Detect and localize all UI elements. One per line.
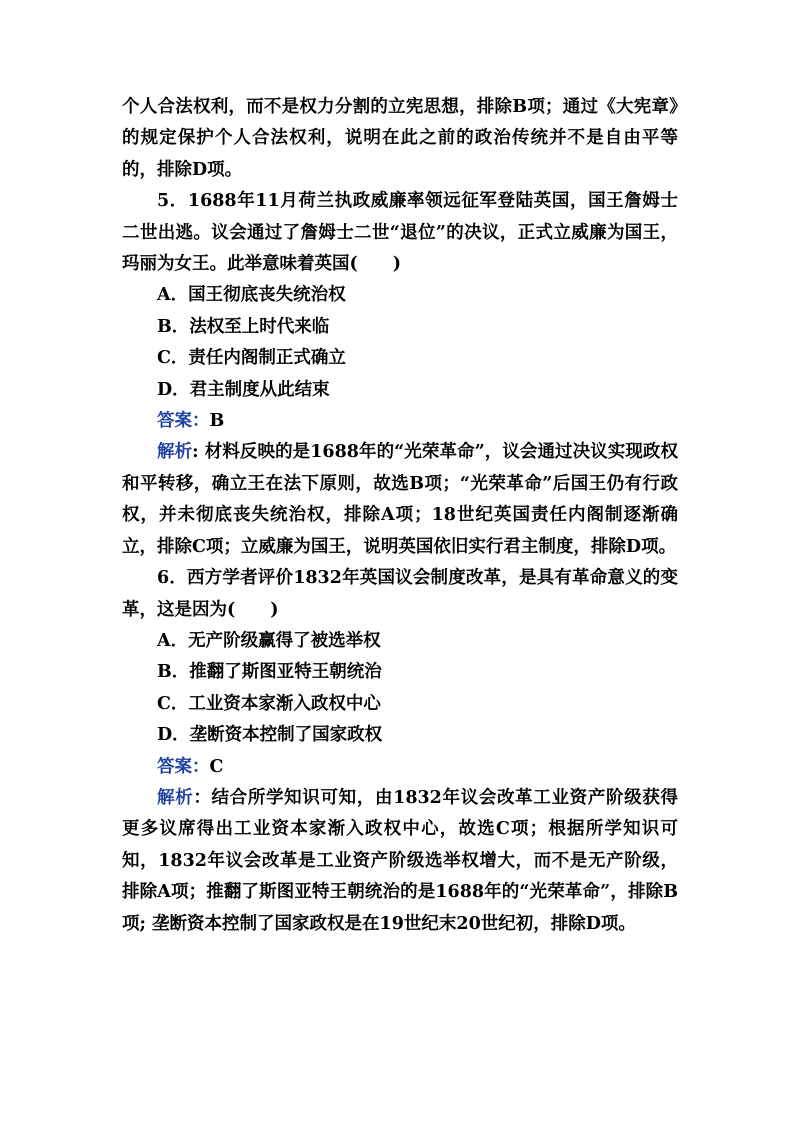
question-5-option-d: D．君主制度从此结束 — [157, 379, 330, 400]
question-6-option-b: B．推翻了斯图亚特王朝统治 — [157, 662, 382, 683]
question-6-option-d: D．垄断资本控制了国家政权 — [157, 725, 383, 746]
question-5-option-b: B．法权至上时代来临 — [157, 316, 330, 337]
question-6-answer-label: 答案： — [157, 756, 210, 777]
question-6-option-c: C．工业资本家渐入政权中心 — [157, 693, 381, 714]
question-5-answer — [122, 406, 678, 437]
question-6-stem: 6．西方学者评价1832年英国议会制度改革，是具有革命意义的变革，这是因为( ) — [122, 568, 678, 620]
question-5-analysis — [122, 437, 678, 563]
question-5-answer-label: 答案： — [157, 411, 210, 432]
question-5-option-a: A．国王彻底丧失统治权 — [157, 285, 346, 306]
question-6-answer-value: C — [209, 756, 224, 777]
question-5-answer-value: B — [209, 411, 225, 432]
question-5-stem: 5．1688年11月荷兰执政威廉率领远征军登陆英国，国王詹姆士二世出逃。议会通过了詹姆士二世“退位”的决议，正式立威廉为国王，玛丽为女王。此举意味着英国( ) — [122, 191, 678, 275]
intro-paragraph: 个人合法权利，而不是权力分割的立宪思想，排除B项；通过《大宪章》的规定保护个人合法权利，说明在此之前的政治传统并不是自由平等的，排除D项。 — [122, 97, 678, 180]
question-6-analysis — [122, 783, 678, 940]
question-6-answer — [122, 752, 678, 783]
question-5-analysis-label: 解析 — [157, 442, 193, 463]
question-5-option-c: C．责任内阁制正式确立 — [157, 348, 346, 369]
document-content — [122, 92, 678, 940]
question-6-analysis-text: ：结合所学知识可知，由1832年议会改革工业资产阶级获得更多议席得出工业资本家渐入政权中心，故选C项；根据所学知识可知，1832年议会改革是工业资产阶级选举权增大，而不是无产阶级，排除A项；推翻了斯图亚特王朝统治的是1688年的“光荣革命”，排除B项; 垄断资本控制了国家政权是在19世纪末20世纪初，排除D项。 — [122, 787, 678, 934]
question-6-option-a: A．无产阶级赢得了被选举权 — [157, 630, 381, 651]
question-6-analysis-label: 解析 — [157, 787, 194, 808]
question-5-analysis-text: : 材料反映的是1688年的“光荣革命”，议会通过决议实现政权和平转移，确立王在法下原则，故选B项；“光荣革命”后国王仍有行政权，并未彻底丧失统治权，排除A项；18世纪英国责任内阁制逐渐确立，排除C项；立威廉为国王，说明英国依旧实行君主制度，排除D项。 — [122, 442, 679, 557]
